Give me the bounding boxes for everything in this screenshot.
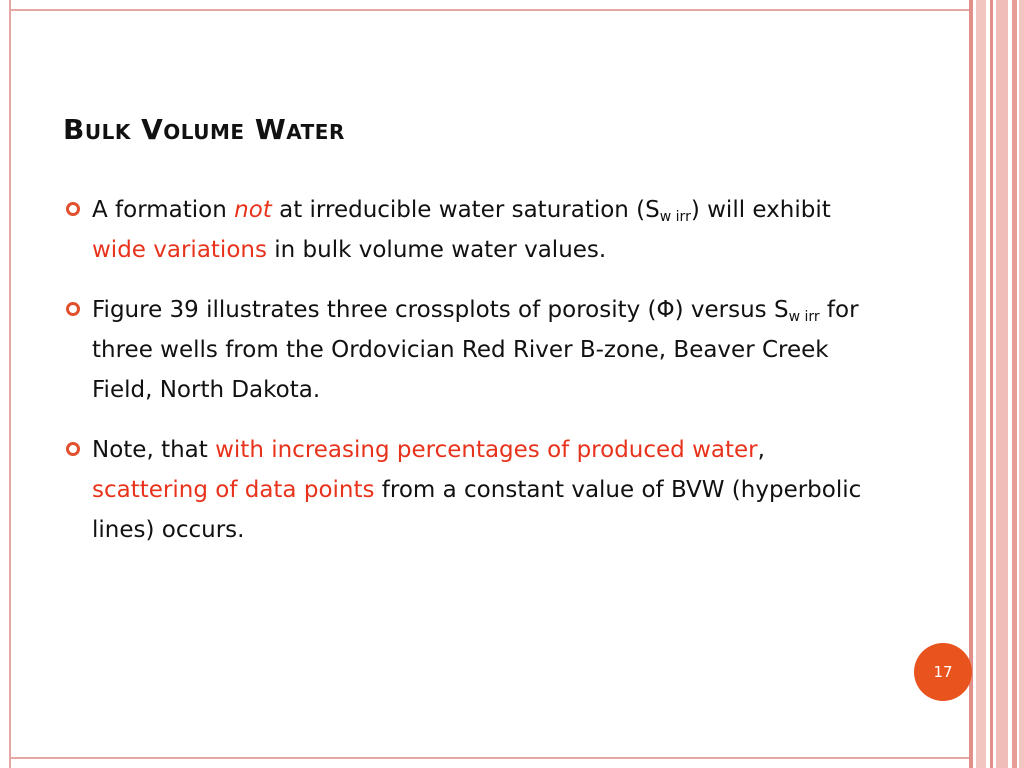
ring-bullet-icon [66,202,80,216]
emphasis-text: not [234,197,272,223]
ring-bullet-icon [66,302,80,316]
bullet-text: A formation [92,197,235,223]
subscript-text: w irr [788,309,820,325]
bullet-text: from a constant value of BVW (hyperbolic lines) occurs. [92,477,862,543]
bullet-text: at irreducible water saturation (S [271,197,660,223]
bullet-text: in bulk volume water values. [266,237,607,263]
bullet-item [66,190,866,270]
frame-left-line [9,0,11,768]
bullet-text: for three wells from the Ordovician Red River B-zone, Beaver Creek Field, North Dakota. [92,297,859,403]
frame-bottom-line [9,757,971,759]
slide-title: Bulk Volume Water [63,113,345,146]
decorative-stripe [969,0,973,768]
ring-bullet-icon [66,442,80,456]
highlight-text: scattering of data points [92,477,375,503]
highlight-text: with increasing percentages of produced water [215,437,758,463]
bullet-item [66,430,866,550]
page-number: 17 [933,663,953,681]
bullet-text: Figure 39 illustrates three crossplots of porosity (Φ) versus S [92,297,789,323]
decorative-stripe [976,0,986,768]
decorative-stripe [1012,0,1017,768]
decorative-stripe [1019,0,1024,768]
bullet-list [66,190,866,550]
bullet-text: Note, that [92,437,216,463]
frame-top-line [9,9,971,11]
bullet-text: , [757,437,765,463]
page-number-badge [914,643,972,701]
bullet-text: ) will exhibit [690,197,831,223]
decorative-stripe [996,0,1008,768]
bullet-item [66,290,866,410]
highlight-text: wide variations [92,237,267,263]
decorative-stripe [990,0,993,768]
subscript-text: w irr [659,209,691,225]
